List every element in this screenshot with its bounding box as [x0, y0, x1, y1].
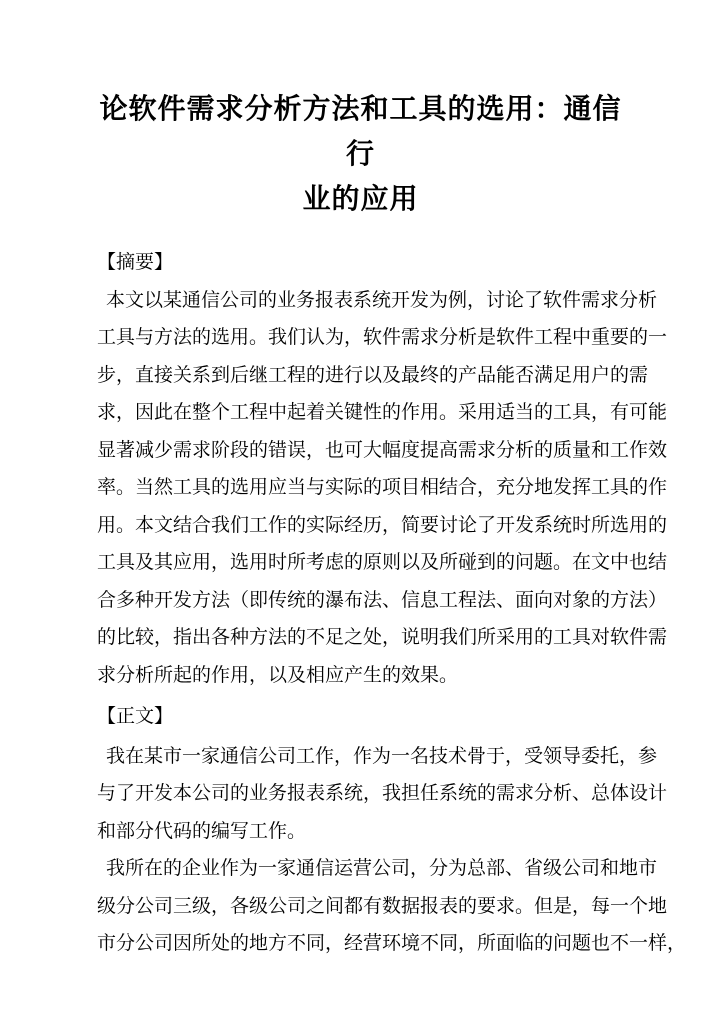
- text-line: 与了开发本公司的业务报表系统，我担任系统的需求分析、总体设计: [97, 782, 668, 804]
- text-line: 工具与方法的选用。我们认为，软件需求分析是软件工程中重要的一: [97, 326, 668, 348]
- body-paragraph-1: [97, 738, 668, 851]
- text-line: 的比较，指出各种方法的不足之处，说明我们所采用的工具对软件需: [97, 626, 668, 648]
- body-section-label: 【正文】: [97, 705, 174, 727]
- text-line: 本文以某通信公司的业务报表系统开发为例，讨论了软件需求分析: [106, 288, 658, 311]
- text-line: 我在某市一家通信公司工作，作为一名技术骨于，受领导委托，参: [106, 744, 658, 767]
- title-line-2: 业的应用: [302, 182, 419, 215]
- abstract-paragraph: [97, 282, 668, 695]
- text-line: 级分公司三级，各级公司之间都有数据报表的要求。但是，每一个地: [97, 894, 668, 917]
- text-line: 求分析所起的作用，以及相应产生的效果。: [97, 663, 459, 686]
- text-line: 用。本文结合我们工作的实际经历，简要讨论了开发系统时所选用的: [97, 513, 668, 536]
- abstract-section-label: 【摘要】: [97, 251, 174, 273]
- document-title: [97, 86, 624, 221]
- text-line: 步，直接关系到后继工程的进行以及最终的产品能否满足用户的需: [97, 363, 649, 386]
- body-paragraph-2: [97, 850, 687, 963]
- text-line: 市分公司因所处的地方不同，经营环境不同，所面临的问题也不一样，: [97, 932, 687, 954]
- text-line: 和部分代码的编写工作。: [97, 819, 307, 842]
- text-line: 率。当然工具的选用应当与实际的项目相结合，充分地发挥工具的作: [97, 476, 668, 498]
- text-line: 求，因此在整个工程中起着关键性的作用。采用适当的工具，有可能: [97, 401, 668, 423]
- text-line: 工具及其应用，选用时所考虑的原则以及所碰到的问题。在文中也结: [97, 551, 668, 573]
- text-line: 显著减少需求阶段的错误，也可大幅度提高需求分析的质量和工作效: [97, 438, 668, 461]
- text-line: 合多种开发方法（即传统的瀑布法、信息工程法、面向对象的方法）: [97, 588, 668, 611]
- title-line-1: 论软件需求分析方法和工具的选用：通信行: [99, 92, 622, 170]
- text-line: 我所在的企业作为一家通信运营公司，分为总部、省级公司和地市: [106, 857, 658, 879]
